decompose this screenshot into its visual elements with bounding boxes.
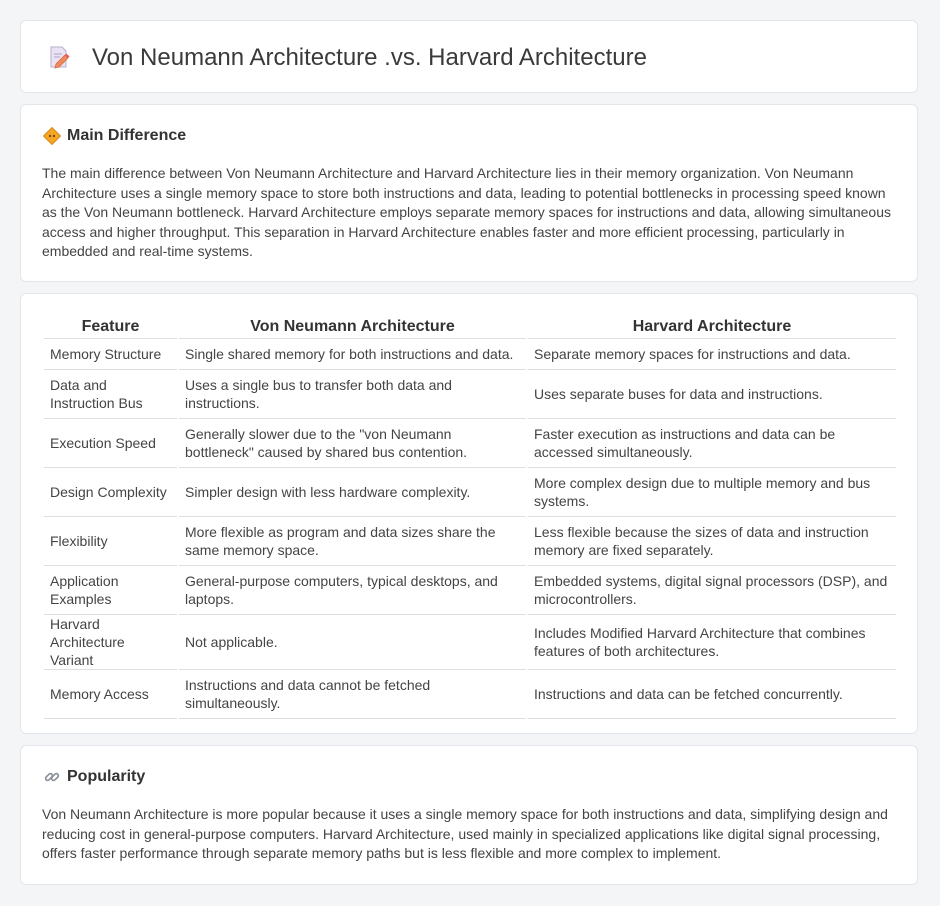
main-difference-heading: Main Difference xyxy=(67,127,187,144)
diamond-icon xyxy=(43,127,61,145)
popularity-heading: Popularity xyxy=(67,768,146,785)
von-neumann-cell: More flexible as program and data sizes share the same memory space. xyxy=(179,517,526,566)
comparison-table xyxy=(42,316,898,719)
von-neumann-cell: General-purpose computers, typical desktops, and laptops. xyxy=(179,566,526,615)
harvard-cell: Less flexible because the sizes of data and instruction memory are fixed separately. xyxy=(528,517,896,566)
document-pencil-icon xyxy=(47,45,71,69)
feature-cell: Application Examples xyxy=(44,566,177,615)
table-row xyxy=(44,517,896,566)
von-neumann-cell: Simpler design with less hardware complexity. xyxy=(179,468,526,517)
feature-cell: Memory Structure xyxy=(44,339,177,370)
table-row xyxy=(44,468,896,517)
main-difference-card xyxy=(20,104,918,282)
header-feature: Feature xyxy=(44,316,177,339)
table-row xyxy=(44,370,896,419)
page-title: Von Neumann Architecture .vs. Harvard Architecture xyxy=(92,44,647,71)
harvard-cell: Embedded systems, digital signal processors (DSP), and microcontrollers. xyxy=(528,566,896,615)
von-neumann-cell: Instructions and data cannot be fetched simultaneously. xyxy=(179,670,526,719)
harvard-cell: Includes Modified Harvard Architecture that combines features of both architectures. xyxy=(528,615,896,670)
link-icon xyxy=(43,768,61,786)
harvard-cell: Instructions and data can be fetched concurrently. xyxy=(528,670,896,719)
table-row xyxy=(44,566,896,615)
harvard-cell: Uses separate buses for data and instructions. xyxy=(528,370,896,419)
harvard-cell: Faster execution as instructions and data can be accessed simultaneously. xyxy=(528,419,896,468)
feature-cell: Flexibility xyxy=(44,517,177,566)
table-row xyxy=(44,419,896,468)
popularity-text: Von Neumann Architecture is more popular because it uses a single memory space for both instructions and data, simplifying design and reducing cost in general-purpose computers. Harvard Architecture, used mainly in specialized applications like digital signal processing, offers faster performance through separate memory paths but is less flexible and more complex to implement. xyxy=(42,806,888,862)
table-header-row xyxy=(44,316,896,339)
feature-cell: Memory Access xyxy=(44,670,177,719)
table-row xyxy=(44,615,896,670)
header-harvard: Harvard Architecture xyxy=(528,316,896,339)
von-neumann-cell: Uses a single bus to transfer both data and instructions. xyxy=(179,370,526,419)
table-row xyxy=(44,339,896,370)
feature-cell: Data and Instruction Bus xyxy=(44,370,177,419)
feature-cell: Design Complexity xyxy=(44,468,177,517)
table-row xyxy=(44,670,896,719)
header-card xyxy=(20,20,918,93)
header-von-neumann: Von Neumann Architecture xyxy=(179,316,526,339)
feature-cell: Harvard Architecture Variant xyxy=(44,615,177,670)
von-neumann-cell: Generally slower due to the "von Neumann bottleneck" caused by shared bus contention. xyxy=(179,419,526,468)
harvard-cell: Separate memory spaces for instructions and data. xyxy=(528,339,896,370)
main-difference-text: The main difference between Von Neumann Architecture and Harvard Architecture lies in their memory organization. Von Neumann Architecture uses a single memory space to store both instructions and data, leading to potential bottlenecks in processing speed known as the Von Neumann bottleneck. Harvard Architecture employs separate memory spaces for instructions and data, allowing simultaneous access and higher throughput. This separation in Harvard Architecture enables faster and more efficient processing, particularly in embedded and real-time systems. xyxy=(42,165,891,260)
comparison-table-card xyxy=(20,293,918,734)
von-neumann-cell: Not applicable. xyxy=(179,615,526,670)
feature-cell: Execution Speed xyxy=(44,419,177,468)
harvard-cell: More complex design due to multiple memory and bus systems. xyxy=(528,468,896,517)
popularity-card xyxy=(20,745,918,885)
von-neumann-cell: Single shared memory for both instructions and data. xyxy=(179,339,526,370)
